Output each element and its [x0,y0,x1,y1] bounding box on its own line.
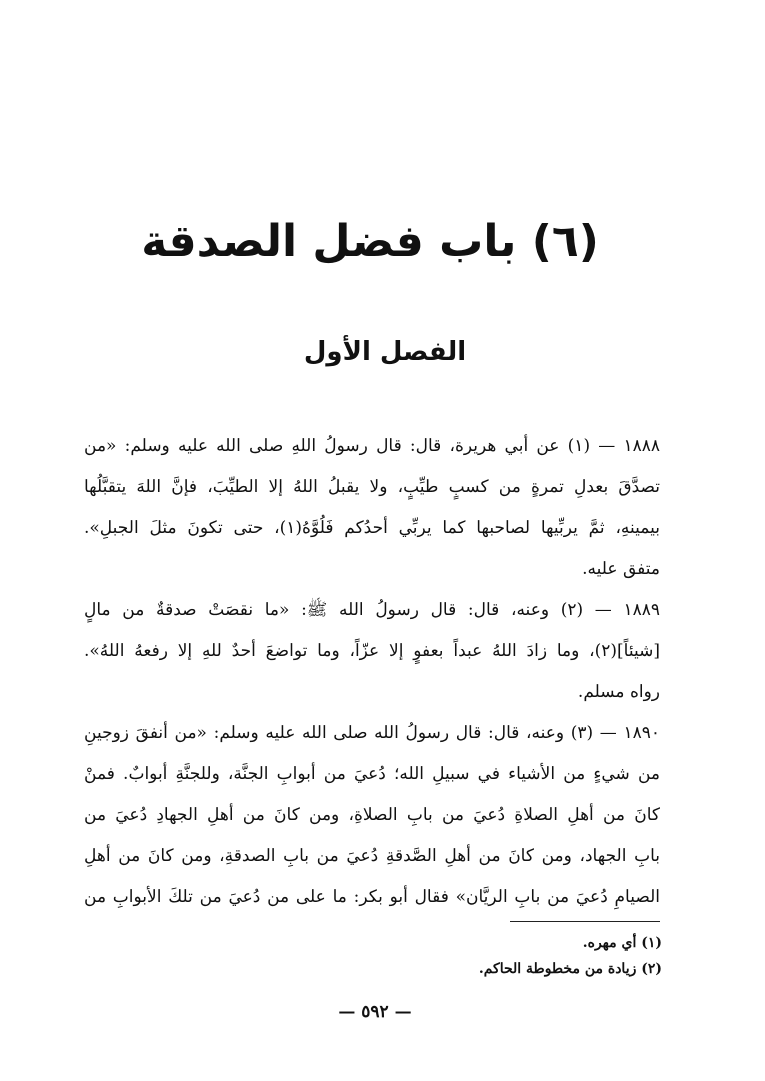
text-line: تصدَّقَ بعدلِ تمرةٍ من كسبٍ طيِّبٍ، ولا يقبلُ اللهُ إلا الطيِّبَ، فإنَّ اللهَ يتقبَّلُها [84,477,660,497]
text-line: رواه مسلم. [577,682,660,702]
page-number: — ٥٩٢ — [338,1002,412,1022]
footnote: (٢) زيادة من مخطوطة الحاكم. [478,961,662,977]
text-line: متفق عليه. [582,559,660,579]
text-line: بيمينهِ، ثمَّ يربِّيها لصاحبها كما يربِّي أحدُكم فَلُوَّهُ(١)، حتى تكونَ مثلَ الجبلِ». [84,518,660,538]
footnote-divider [510,921,660,922]
text-line: كانَ من أهلِ الصلاةِ دُعيَ من بابِ الصلاةِ، ومن كانَ من أهلِ الجهادِ دُعيَ من [84,805,660,825]
chapter-title: (٦) باب فضل الصدقة [141,216,599,267]
text-line: بابِ الجهاد، ومن كانَ من أهلِ الصَّدقةِ دُعيَ من بابِ الصدقةِ، ومن كانَ من أهلِ [84,846,660,866]
text-line: ١٨٨٩ — (٢) وعنه، قال: قال رسولُ الله ﷺ: «ما نقصَتْ صدقةٌ من مالٍ [84,600,660,620]
text-line: من شيءٍ من الأشياء في سبيلِ الله؛ دُعيَ من أبوابِ الجنَّة، وللجنَّةِ أبوابٌ. فمنْ [84,764,660,784]
text-line: الصيامِ دُعيَ من بابِ الريَّان» فقال أبو بكر: ما على من دُعيَ من تلكَ الأبوابِ من [84,887,660,907]
section-title: الفصل الأول [303,337,467,367]
text-line: ١٨٩٠ — (٣) وعنه، قال: قال رسولُ الله صلى الله عليه وسلم: «من أنفقَ زوجينِ [84,723,660,743]
footnotes [300,930,662,982]
hadith-text [84,426,660,918]
text-line: ١٨٨٨ — (١) عن أبي هريرة، قال: قال رسولُ اللهِ صلى الله عليه وسلم: «من [84,436,660,456]
footnote: (١) أي مهره. [582,935,662,951]
text-line: [شيئاً](٢)، وما زادَ اللهُ عبداً بعفوٍ إلا عزّاً، وما تواضعَ أحدٌ للهِ إلا رفعهُ اللهُ». [84,641,660,661]
